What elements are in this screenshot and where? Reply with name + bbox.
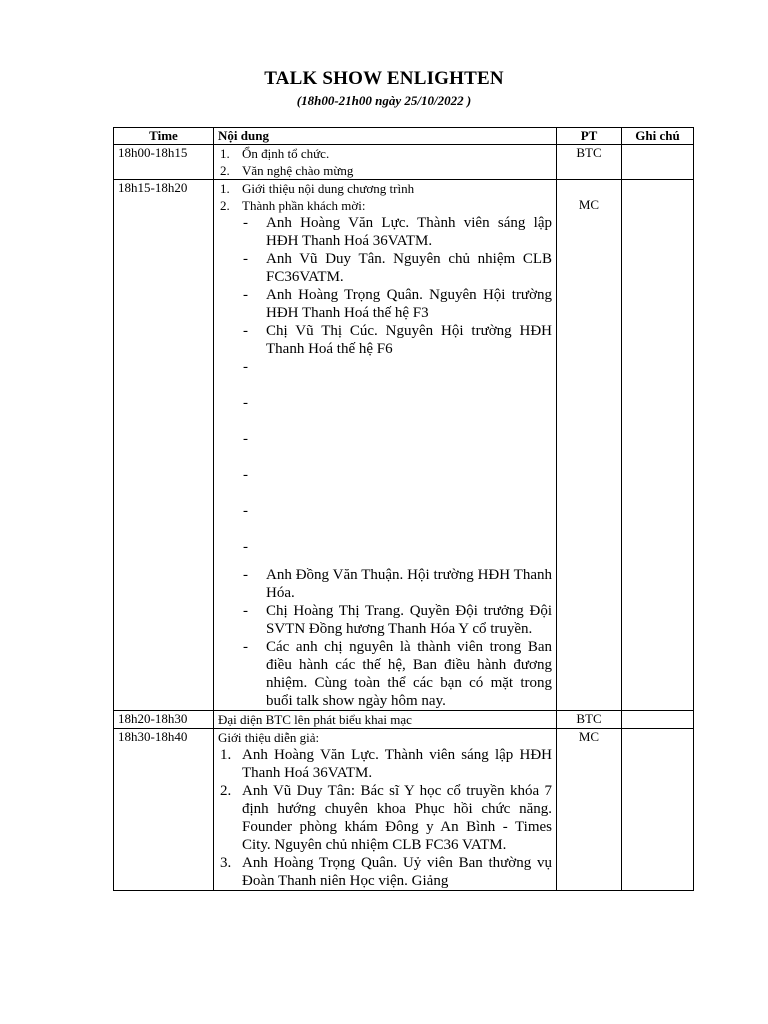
- row-time: 18h30-18h40: [114, 729, 214, 891]
- speaker-item: 3. Anh Hoàng Trọng Quân. Uỷ viên Ban thường vụ Đoàn Thanh niên Học viện. Giảng: [220, 855, 552, 889]
- guest-item: - Anh Hoàng Trọng Quân. Nguyên Hội trường HĐH Thanh Hoá thế hệ F3: [243, 287, 552, 321]
- guest-item: - Anh Đồng Văn Thuận. Hội trường HĐH Thanh Hóa.: [243, 567, 552, 601]
- table-row: [114, 180, 694, 711]
- row-time: 18h15-18h20: [114, 180, 214, 711]
- row-time: 18h00-18h15: [114, 145, 214, 180]
- empty-guest-item: -: [243, 431, 248, 447]
- header-time: Time: [114, 128, 214, 145]
- guest-item: - Chị Hoàng Thị Trang. Quyền Đội trưởng Đội SVTN Đồng hương Thanh Hóa Y cổ truyền.: [243, 603, 552, 637]
- row-time: 18h20-18h30: [114, 711, 214, 729]
- row-note: [622, 729, 694, 891]
- guest-item: - Anh Hoàng Văn Lực. Thành viên sáng lập HĐH Thanh Hoá 36VATM.: [243, 215, 552, 249]
- document-title: TALK SHOW ENLIGHTEN: [264, 68, 504, 89]
- header-note: Ghi chú: [622, 128, 694, 145]
- guest-item: - Chị Vũ Thị Cúc. Nguyên Hội trường HĐH Thanh Hoá thế hệ F6: [243, 323, 552, 357]
- list-item: 2. Văn nghệ chào mừng: [220, 163, 354, 178]
- row-pt: MC: [557, 729, 622, 891]
- row-pt: BTC: [557, 145, 622, 180]
- row-pt: BTC: [557, 711, 622, 729]
- table-header-row: [114, 128, 694, 145]
- row-content: [214, 180, 557, 711]
- document-subtitle: (18h00-21h00 ngày 25/10/2022 ): [296, 93, 472, 108]
- list-item: 1. Ổn định tổ chức.: [220, 146, 330, 161]
- header-pt: PT: [557, 128, 622, 145]
- row-pt: MC: [557, 180, 622, 711]
- row-note: [622, 180, 694, 711]
- empty-guest-item: -: [243, 359, 248, 375]
- empty-guest-item: -: [243, 395, 248, 411]
- list-item: 2. Thành phần khách mời:: [220, 198, 366, 213]
- table-row: [114, 729, 694, 891]
- table-row: [114, 145, 694, 180]
- empty-guest-item: -: [243, 539, 248, 555]
- row-content: [214, 145, 557, 180]
- guest-item: - Các anh chị nguyên là thành viên trong Ban điều hành các thế hệ, Ban điều hành đương nhiệm. Cùng toàn thể các bạn có mặt trong buổi talk show ngày hôm nay.: [243, 639, 552, 709]
- row-content: [214, 729, 557, 891]
- list-item: 1. Giới thiệu nội dung chương trình: [220, 181, 415, 196]
- schedule-table: [113, 127, 694, 891]
- speakers-intro: Giới thiệu diễn giả:: [218, 730, 320, 745]
- row-note: [622, 145, 694, 180]
- table-row: [114, 711, 694, 729]
- speaker-item: 1. Anh Hoàng Văn Lực. Thành viên sáng lập HĐH Thanh Hoá 36VATM.: [220, 747, 552, 781]
- guest-item: - Anh Vũ Duy Tân. Nguyên chủ nhiệm CLB FC36VATM.: [243, 251, 552, 285]
- empty-guest-item: -: [243, 503, 248, 519]
- header-content: Nội dung: [214, 128, 557, 145]
- speaker-item: 2. Anh Vũ Duy Tân: Bác sĩ Y học cổ truyền khóa 7 định hướng chuyên khoa Phục hồi chức năng. Founder phòng khám Đông y An Bình - Times City. Nguyên chủ nhiệm CLB FC36 VATM.: [220, 783, 552, 853]
- empty-guest-item: -: [243, 467, 248, 483]
- row-content: Đại diện BTC lên phát biểu khai mạc: [214, 711, 557, 729]
- row-note: [622, 711, 694, 729]
